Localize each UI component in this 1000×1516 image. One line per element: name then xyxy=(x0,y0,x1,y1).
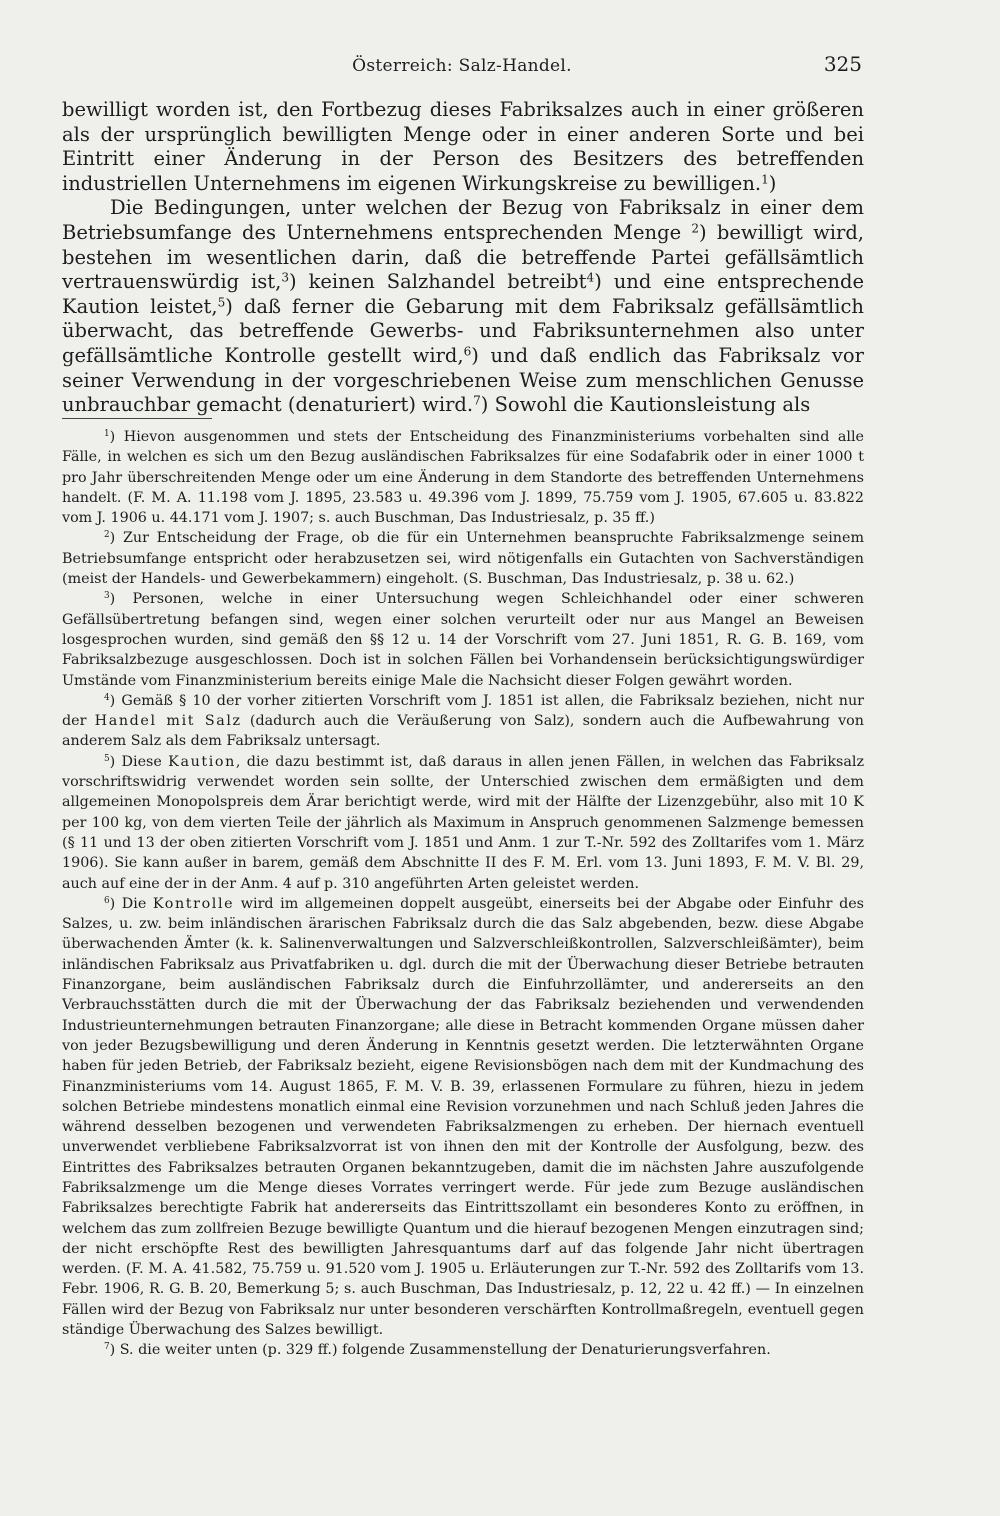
footnote-3-text: Personen, welche in einer Untersuchung wegen Schleichhandel oder einer schweren Gefällsübertretung befangen sind, wegen einer solchen verurteilt oder nur aus Mangel an Beweisen losgesprochen wurden, sind gemäß den §§ 12 u. 14 der Vorschrift vom 27. Juni 1851, R. G. B. 169, vom Fabriksalzbezuge ausgeschlossen. Doch ist in solchen Fällen bei Vorhandensein berücksichtigungswürdiger Umstände vom Finanzministerium bereits einige Male die Nachsicht dieser Folgen gewährt worden. xyxy=(62,591,864,689)
footnote-6-text-a: Die xyxy=(121,895,153,912)
paragraph-2-text-c: keinen Salzhandel betreibt xyxy=(296,270,587,294)
footnote-5-text-c: , die dazu bestimmt ist, daß daraus in allen jenen Fällen, in welchen das Fabriksalz vorschriftswidrig verwendet worden sein sollte, der Unterschied zwischen dem ermäßigten und dem allgemeinen Monopolspreis dem Ärar berichtigt werde, wird mit der Hälfte der Lizenzgebühr, also mit 10 K per 100 kg, von dem vierten Teile der jährlich als Maximum in Anspruch genommenen Salzmenge bemessen (§ 11 und 13 der oben zitierten Vorschrift vom J. 1851 und Anm. 1 zur T.-Nr. 592 des Zolltarifes vom 1. März 1906). Sie kann außer in barem, gemäß dem Abschnitte II des F. M. Erl. vom 13. Juni 1893, F. M. V. Bl. 29, auch auf eine der in der Anm. 4 auf p. 310 angeführten Arten geleistet werden. xyxy=(62,753,865,892)
footnote-ref-1: 1 xyxy=(761,172,769,187)
paragraph-2-text-g: Sowohl die Kautionsleistung als xyxy=(488,393,811,417)
page-header xyxy=(62,52,862,82)
paragraph-2-text-b: bewilligt wird, bestehen im wesentlichen darin, daß die betreffende Partei gefällsämtlich vertrauenswürdig ist, xyxy=(62,220,864,294)
footnote-4-emphasis: Handel mit Salz xyxy=(94,713,242,730)
footnote-5: $^5$) Diese Kaution, die dazu bestimmt ist, daß daraus in allen jenen Fällen, in welchen das Fabriksalz vorschriftswidrig verwendet worden sein sollte, der Unterschied zwischen dem ermäßigten und dem allgemeinen Monopolspreis dem Ärar berichtigt werde, wird mit der Hälfte der Lizenzgebühr, also mit 10 K per 100 kg, von dem vierten Teile der jährlich als Maximum in Anspruch genommenen Salzmenge bemessen (§ 11 und 13 der oben zitierten Vorschrift vom J. 1851 und Anm. 1 zur T.-Nr. 592 des Zolltarifes vom 1. März 1906). Sie kann außer in barem, gemäß dem Abschnitte II des F. M. Erl. vom 13. Juni 1893, F. M. V. Bl. 29, auch auf eine der in der Anm. 4 auf p. 310 angeführten Arten geleistet werden. xyxy=(62,753,865,892)
running-head: Österreich: Salz-Handel. xyxy=(352,56,572,76)
footnote-6-marker: 6 xyxy=(104,895,110,906)
footnote-1-text: Hievon ausgenommen und stets der Entscheidung des Finanzministeriums vorbehalten sind alle Fälle, in welchen es sich um den Bezug ausländischen Fabriksalzes für eine Sodafabrik oder in einer 1000 t pro Jahr überschreitenden Menge oder um eine Änderung in dem Standorte des betreffenden Unternehmens handelt. (F. M. A. 11.198 vom J. 1895, 23.583 u. 49.396 vom J. 1899, 75.759 vom J. 1905, 67.605 u. 83.822 vom J. 1906 u. 44.171 vom J. 1907; s. auch Buschman, Das Industriesalz, p. 35 ff.) xyxy=(62,429,864,527)
footnote-ref-4: 4 xyxy=(586,270,595,285)
paragraph-2: Die Bedingungen, unter welchen der Bezug von Fabriksalz in einer dem Betriebsumfange des Unternehmens entsprechenden Menge $^2$) bewilligt wird, bestehen im wesentlichen darin, daß die betreffende Partei gefällsämtlich vertrauenswürdig ist,$^3$) keinen Salzhandel betreibt$^4$) und eine entsprechende Kaution leistet,$^5$) daß ferner die Gebarung mit dem Fabriksalz gefällsämtlich überwacht, das betreffende Gewerbs- und Fabriksunternehmen also unter gefällsämtliche Kontrolle gestellt wird,$^6$) und daß endlich das Fabriksalz vor seiner Verwendung in der vorgeschriebenen Weise zum menschlichen Genusse unbrauchbar gemacht (denaturiert) wird.$^7$) Sowohl die Kautionsleistung als xyxy=(62,196,864,417)
footnote-5-emphasis: Kaution xyxy=(168,753,236,770)
main-text xyxy=(62,98,864,418)
footnote-ref-6: 6 xyxy=(463,344,472,359)
footnote-4: $^4$) Gemäß § 10 der vorher zitierten Vorschrift vom J. 1851 ist allen, die Fabriksalz beziehen, nicht nur der Handel mit Salz (dadurch auch die Veräußerung von Salz), sondern auch die Aufbewahrung von anderem Salz als dem Fabriksalz untersagt. xyxy=(62,692,864,750)
footnote-3: $^3$) Personen, welche in einer Untersuchung wegen Schleichhandel oder einer schweren Gefällsübertretung befangen sind, wegen einer solchen verurteilt oder nur aus Mangel an Beweisen losgesprochen wurden, sind gemäß den §§ 12 u. 14 der Vorschrift vom 27. Juni 1851, R. G. B. 169, vom Fabriksalzbezuge ausgeschlossen. Doch ist in solchen Fällen bei Vorhandensein berücksichtigungswürdiger Umstände vom Finanzministerium bereits einige Male die Nachsicht dieser Folgen gewährt worden. xyxy=(62,591,864,689)
footnotes xyxy=(62,427,864,1361)
paragraph-2-text-a: Die Bedingungen, unter welchen der Bezug von Fabriksalz in einer dem Betriebsumfange des Unternehmens entsprechenden Menge xyxy=(62,196,864,244)
footnote-1-marker: 1 xyxy=(104,429,110,440)
footnote-ref-7: 7 xyxy=(473,393,481,408)
footnote-4-marker: 4 xyxy=(104,692,110,703)
paragraph-1: bewilligt worden ist, den Fortbezug dieses Fabriksalzes auch in einer größeren als der ursprünglich bewilligten Menge oder in einer anderen Sorte und bei Eintritt einer Änderung in der Person des Besitzers des betreffenden industriellen Unternehmens im eigenen Wirkungskreise zu bewilligen.$^1$) xyxy=(62,98,864,195)
footnote-5-marker: 5 xyxy=(104,753,110,764)
footnote-5-text-a: Diese xyxy=(121,753,169,770)
footnote-1: $^1$) Hievon ausgenommen und stets der Entscheidung des Finanzministeriums vorbehalten sind alle Fälle, in welchen es sich um den Bezug ausländischen Fabriksalzes für eine Sodafabrik oder in einer 1000 t pro Jahr überschreitenden Menge oder um eine Änderung in dem Standorte des betreffenden Unternehmens handelt. (F. M. A. 11.198 vom J. 1895, 23.583 u. 49.396 vom J. 1899, 75.759 vom J. 1905, 67.605 u. 83.822 vom J. 1906 u. 44.171 vom J. 1907; s. auch Buschman, Das Industriesalz, p. 35 ff.) xyxy=(62,429,864,527)
footnote-ref-5: 5 xyxy=(217,295,226,310)
footnote-7-text: S. die weiter unten (p. 329 ff.) folgende Zusammenstellung der Denaturierungsverfahren. xyxy=(119,1342,771,1359)
page-number: 325 xyxy=(823,52,862,76)
footnote-4-text-c: (dadurch auch die Veräußerung von Salz), sondern auch die Aufbewahrung von anderem Salz als dem Fabriksalz untersagt. xyxy=(62,713,864,750)
footnote-6-text-c: wird im allgemeinen doppelt ausgeübt, einerseits bei der Abgabe oder Einfuhr des Salzes, u. zw. beim inländischen ärarischen Fabriksalz durch die das Salz abgebenden, bezw. diese Abgabe überwachenden Ämter (k. k. Salinenverwaltungen und Salzverschleißkontrollen, Salzverschleißämter), beim inländischen Fabriksalz aus Privatfabriken u. dgl. durch die mit der Überwachung dieser Betriebe betrauten Finanzorgane, beim ausländischen Fabriksalz durch die Einfuhrzollämter, und andererseits an den Verbrauchsstätten durch die mit der Überwachung der das Fabriksalz beziehenden und verwendenden Industrieunternehmungen betrauten Finanzorgane; alle diese in Betracht kommenden Organe müssen daher von jeder Bezugsbewilligung und deren Änderung in Kenntnis gesetzt werden. Die letzterwähnten Organe haben für jeden Betrieb, der Fabriksalz bezieht, eigene Revisionsbögen nach dem mit der Kundmachung des Finanzministeriums vom 14. August 1865, F. M. V. B. 39, erlassenen Formulare zu führen, hiezu in jedem solchen Betriebe mindestens monatlich einmal eine Revision vorzunehmen und nach Schluß jeden Jahres die während desselben bezogenen und verwendeten Fabriksalzmengen zu erheben. Der hiernach eventuell unverwendet verbliebene Fabriksalzvorrat ist von ihnen den mit der Kontrolle der Ausfolgung, bezw. des Eintrittes des Fabriksalzes betrauten Organen bekanntzugeben, damit die im nächsten Jahre auszufolgende Fabriksalzmenge um die Menge dieses Vorrates verringert werde. Für jede zum Bezuge ausländischen Fabriksalzes berechtigte Fabrik hat andererseits das Eintrittszollamt ein besonderes Konto zu eröffnen, in welchem das zum zollfreien Bezuge bewilligte Quantum und die hierauf bezogenen Mengen einzutragen sind; der nicht erschöpfte Rest des bewilligten Jahresquantums darf auf das folgende Jahr nicht übertragen werden. (F. M. A. 41.582, 75.759 u. 91.520 vom J. 1905 u. Erläuterungen zur T.-Nr. 592 des Zolltarifs vom 13. Febr. 1906, R. G. B. 20, Bemerkung 5; s. auch Buschman, Das Industriesalz, p. 12, 22 u. 42 ff.) — In einzelnen Fällen wird der Bezug von Fabriksalz nur unter besonderen verschärften Kontrollmaßregeln, eventuell gegen ständige Überwachung des Salzes bewilligt. xyxy=(62,895,865,1339)
footnote-2: $^2$) Zur Entscheidung der Frage, ob die für ein Unternehmen beanspruchte Fabriksalzmenge seinem Betriebsumfange entspricht oder herabzusetzen sei, wird nötigenfalls ein Gutachten von Sachverständigen (meist der Handels- und Gewerbekammern) eingeholt. (S. Buschman, Das Industriesalz, p. 38 u. 62.) xyxy=(62,530,864,588)
footnote-ref-2: 2 xyxy=(691,221,700,236)
footnote-ref-3: 3 xyxy=(281,270,290,285)
paragraph-2-text-f: und daß endlich das Fabriksalz vor seiner Verwendung in der vorgeschriebenen Weise zum menschlichen Genusse unbrauchbar gemacht (denaturiert) wird. xyxy=(62,343,864,417)
footnote-6-emphasis: Kontrolle xyxy=(152,895,235,912)
paragraph-2-text-e: daß ferner die Gebarung mit dem Fabriksalz gefällsämtlich überwacht, das betreffende Gewerbs- und Fabriksunternehmen also unter gefällsämtliche Kontrolle gestellt wird, xyxy=(62,294,864,367)
footnote-separator xyxy=(62,418,212,419)
footnote-7-marker: 7 xyxy=(104,1342,110,1353)
paragraph-1-text: bewilligt worden ist, den Fortbezug dieses Fabriksalzes auch in einer größeren als der ursprünglich bewilligten Menge oder in einer anderen Sorte und bei Eintritt einer Änderung in der Person des Besitzers des betreffenden industriellen Unternehmens im eigenen Wirkungskreise zu bewilligen. xyxy=(62,98,864,195)
footnote-7: $^7$) S. die weiter unten (p. 329 ff.) folgende Zusammenstellung der Denaturierungsverfahren. xyxy=(104,1342,771,1359)
footnote-4-text-a: Gemäß § 10 der vorher zitierten Vorschrift vom J. 1851 ist allen, die Fabriksalz beziehen, nicht nur der xyxy=(62,692,864,730)
paragraph-2-text-d: und eine entsprechende Kaution leistet, xyxy=(62,270,864,318)
footnote-3-marker: 3 xyxy=(104,591,110,602)
footnote-2-marker: 2 xyxy=(104,530,110,541)
footnote-6: $^6$) Die Kontrolle wird im allgemeinen doppelt ausgeübt, einerseits bei der Abgabe oder Einfuhr des Salzes, u. zw. beim inländischen ärarischen Fabriksalz durch die das Salz abgebenden, bezw. diese Abgabe überwachenden Ämter (k. k. Salinenverwaltungen und Salzverschleißkontrollen, Salzverschleißämter), beim inländischen Fabriksalz aus Privatfabriken u. dgl. durch die mit der Überwachung dieser Betriebe betrauten Finanzorgane, beim ausländischen Fabriksalz durch die Einfuhrzollämter, und andererseits an den Verbrauchsstätten durch die mit der Überwachung der das Fabriksalz beziehenden und verwendenden Industrieunternehmungen betrauten Finanzorgane; alle diese in Betracht kommenden Organe müssen daher von jeder Bezugsbewilligung und deren Änderung in Kenntnis gesetzt werden. Die letzterwähnten Organe haben für jeden Betrieb, der Fabriksalz bezieht, eigene Revisionsbögen nach dem mit der Kundmachung des Finanzministeriums vom 14. August 1865, F. M. V. B. 39, erlassenen Formulare zu führen, hiezu in jedem solchen Betriebe mindestens monatlich einmal eine Revision vorzunehmen und nach Schluß jeden Jahres die während desselben bezogenen und verwendeten Fabriksalzmengen zu erheben. Der hiernach eventuell unverwendet verbliebene Fabriksalzvorrat ist von ihnen den mit der Kontrolle der Ausfolgung, bezw. des Eintrittes des Fabriksalzes betrauten Organen bekanntzugeben, damit die im nächsten Jahre auszufolgende Fabriksalzmenge um die Menge dieses Vorrates verringert werde. Für jede zum Bezuge ausländischen Fabriksalzes berechtigte Fabrik hat andererseits das Eintrittszollamt ein besonderes Konto zu eröffnen, in welchem das zum zollfreien Bezuge bewilligte Quantum und die hierauf bezogenen Mengen einzutragen sind; der nicht erschöpfte Rest des bewilligten Jahresquantums darf auf das folgende Jahr nicht übertragen werden. (F. M. A. 41.582, 75.759 u. 91.520 vom J. 1905 u. Erläuterungen zur T.-Nr. 592 des Zolltarifs vom 13. Febr. 1906, R. G. B. 20, Bemerkung 5; s. auch Buschman, Das Industriesalz, p. 12, 22 u. 42 ff.) — In einzelnen Fällen wird der Bezug von Fabriksalz nur unter besonderen verschärften Kontrollmaßregeln, eventuell gegen ständige Überwachung des Salzes bewilligt. xyxy=(62,895,865,1339)
footnote-2-text: Zur Entscheidung der Frage, ob die für ein Unternehmen beanspruchte Fabriksalzmenge seinem Betriebsumfange entspricht oder herabzusetzen sei, wird nötigenfalls ein Gutachten von Sachverständigen (meist der Handels- und Gewerbekammern) eingeholt. (S. Buschman, Das Industriesalz, p. 38 u. 62.) xyxy=(62,530,864,588)
